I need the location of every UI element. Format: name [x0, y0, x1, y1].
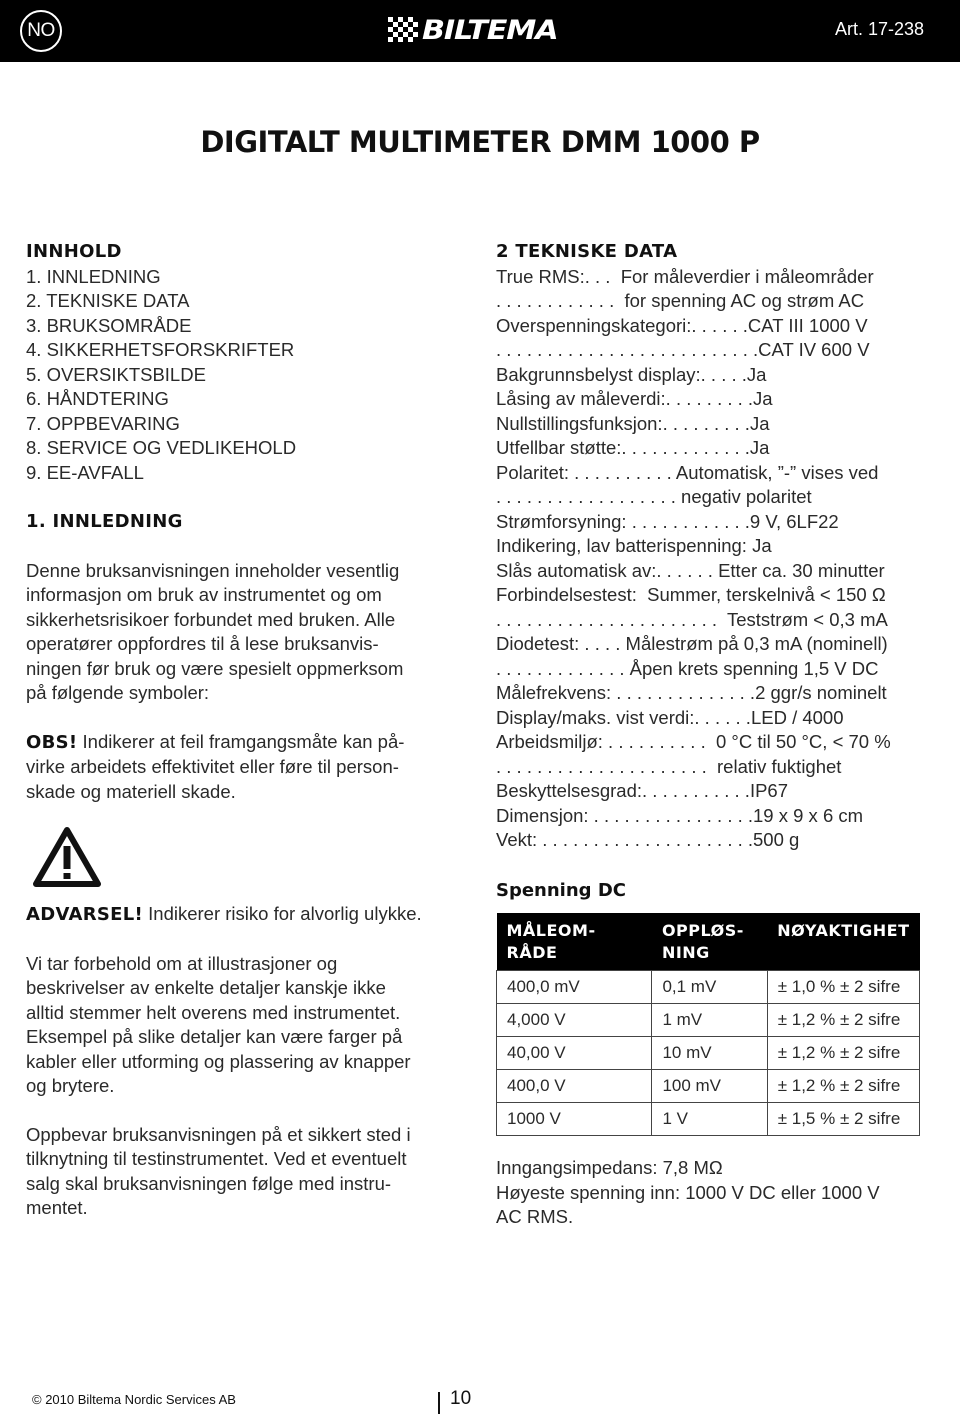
- reservation-line: alltid stemmer helt overens med instrumentet.: [26, 1001, 401, 1023]
- warning-paragraph: [26, 902, 466, 928]
- tech-heading: 2 TEKNISKE DATA: [496, 241, 678, 262]
- left-column: [26, 240, 466, 1221]
- spec-line: Overspenningskategori:. . . . . .CAT III 1000 V: [496, 314, 868, 336]
- contents-item: 7. OPPBEVARING: [26, 412, 180, 434]
- warning-label: ADVARSEL!: [26, 904, 144, 925]
- spec-line: Display/maks. vist verdi:. . . . . .LED / 4000: [496, 706, 844, 728]
- spec-line: Utfellbar støtte:. . . . . . . . . . . . .Ja: [496, 437, 770, 458]
- spec-line: Målefrekvens: . . . . . . . . . . . . . .2 ggr/s nominelt: [496, 682, 887, 703]
- header-bar: [0, 0, 960, 62]
- table-cell: 0,1 mV: [652, 971, 767, 1004]
- intro-paragraph: [26, 559, 466, 706]
- spec-line: . . . . . . . . . . . . for spenning AC og strøm AC: [496, 290, 865, 311]
- intro-line: informasjon om bruk av instrumentet og om: [26, 584, 382, 605]
- checkered-flag-icon: [388, 17, 418, 43]
- column-header-resolution: OPPLØS- NING: [652, 913, 767, 971]
- intro-line: på følgende symboler:: [26, 682, 210, 703]
- footer-divider: [438, 1392, 440, 1414]
- spec-line: Vekt: . . . . . . . . . . . . . . . . . . . . .500 g: [496, 829, 800, 850]
- storage-line: mentet.: [26, 1197, 88, 1218]
- spec-line: . . . . . . . . . . . . . . . . . . negativ polaritet: [496, 486, 812, 507]
- spec-line: Slås automatisk av:. . . . . . Etter ca. 30 minutter: [496, 559, 885, 581]
- table-cell: 100 mV: [652, 1070, 767, 1103]
- table-cell: ± 1,2 % ± 2 sifre: [767, 1004, 919, 1037]
- reservation-line: Eksempel på slike detaljer kan være farger på: [26, 1026, 403, 1047]
- tech-specs: [496, 265, 942, 853]
- obs-paragraph: [26, 730, 466, 805]
- contents-item: 5. OVERSIKTSBILDE: [26, 363, 206, 385]
- table-cell: 400,0 mV: [497, 971, 652, 1004]
- contents-heading: INNHOLD: [26, 241, 122, 262]
- reservation-line: kabler eller utforming og plassering av knapper: [26, 1050, 411, 1072]
- spec-line: Låsing av måleverdi:. . . . . . . . .Ja: [496, 388, 773, 409]
- table-cell: ± 1,5 % ± 2 sifre: [767, 1103, 919, 1136]
- reservation-line: Vi tar forbehold om at illustrasjoner og: [26, 952, 338, 974]
- spec-line: . . . . . . . . . . . . . . . . . . . . . . . . . .CAT IV 600 V: [496, 339, 870, 360]
- table-cell: ± 1,0 % ± 2 sifre: [767, 971, 919, 1004]
- obs-label: OBS!: [26, 731, 78, 753]
- article-number: Art. 17-238: [834, 19, 924, 39]
- table-cell: 4,000 V: [497, 1004, 652, 1037]
- contents-item: 9. EE-AVFALL: [26, 461, 144, 483]
- contents-item: 6. HÅNDTERING: [26, 388, 169, 409]
- spec-line: Forbindelsestest: Summer, terskelnivå < 150 Ω: [496, 584, 886, 605]
- intro-line: Denne bruksanvisningen inneholder vesentlig: [26, 559, 400, 581]
- reservation-paragraph: [26, 952, 466, 1099]
- copyright-text: © 2010 Biltema Nordic Services AB: [32, 1392, 236, 1407]
- contents-item: 4. SIKKERHETSFORSKRIFTER: [26, 339, 295, 360]
- table-cell: 1 V: [652, 1103, 767, 1136]
- obs-line: skade og materiell skade.: [26, 780, 236, 802]
- intro-line: sikkerhetsrisikoer forbundet med bruken. Alle: [26, 608, 396, 630]
- warning-triangle-icon: [32, 826, 102, 888]
- spec-line: . . . . . . . . . . . . . Åpen krets spenning 1,5 V DC: [496, 657, 879, 679]
- intro-line: operatører oppfordres til å lese bruksanvis-: [26, 633, 379, 654]
- table-row: [497, 1103, 920, 1136]
- dc-note-line: Høyeste spenning inn: 1000 V DC eller 1000 V: [496, 1181, 880, 1203]
- storage-line: Oppbevar bruksanvisningen på et sikkert sted i: [26, 1123, 411, 1145]
- brand-logo: [388, 14, 558, 46]
- spec-line: Indikering, lav batterispenning: Ja: [496, 535, 772, 556]
- intro-heading: 1. INNLEDNING: [26, 511, 183, 532]
- right-column: [496, 240, 942, 1230]
- intro-line: ningen før bruk og være spesielt oppmerksom: [26, 657, 404, 679]
- storage-paragraph: [26, 1123, 466, 1221]
- spec-line: . . . . . . . . . . . . . . . . . . . . . . Teststrøm < 0,3 mA: [496, 608, 888, 630]
- dc-note-line: Inngangsimpedans: 7,8 MΩ: [496, 1157, 723, 1178]
- contents-item: 3. BRUKSOMRÅDE: [26, 314, 192, 336]
- dc-notes: [496, 1156, 942, 1230]
- table-row: [497, 1004, 920, 1037]
- table-cell: 1 mV: [652, 1004, 767, 1037]
- reservation-line: og brytere.: [26, 1075, 115, 1096]
- contents-item: 1. INNLEDNING: [26, 265, 161, 287]
- spec-line: . . . . . . . . . . . . . . . . . . . . . relativ fuktighet: [496, 755, 842, 777]
- table-row: [497, 1037, 920, 1070]
- spec-line: Strømforsyning: . . . . . . . . . . . .9 V, 6LF22: [496, 510, 839, 532]
- spec-line: Nullstillingsfunksjon:. . . . . . . . .Ja: [496, 412, 770, 434]
- table-cell: 40,00 V: [497, 1037, 652, 1070]
- column-header-range: MÅLEOM- RÅDE: [497, 913, 652, 971]
- brand-name: BILTEMA: [422, 14, 558, 46]
- warning-text: Indikerer risiko for alvorlig ulykke.: [143, 903, 422, 924]
- spec-line: Beskyttelsesgrad:. . . . . . . . . . .IP67: [496, 780, 789, 801]
- language-badge: NO: [20, 10, 62, 52]
- reservation-line: beskrivelser av enkelte detaljer kanskje ikke: [26, 977, 386, 998]
- dc-voltage-table: [496, 913, 920, 1136]
- spec-line: Diodetest: . . . . Målestrøm på 0,3 mA (nominell): [496, 633, 888, 654]
- table-header-row: [497, 913, 920, 971]
- column-header-accuracy: NØYAKTIGHET: [767, 913, 919, 971]
- obs-line: Indikerer at feil framgangsmåte kan på-: [77, 730, 405, 752]
- spec-line: Bakgrunnsbelyst display:. . . . .Ja: [496, 363, 767, 385]
- spec-line: Polaritet: . . . . . . . . . . Automatisk, ”-” vises ved: [496, 461, 879, 483]
- table-cell: 10 mV: [652, 1037, 767, 1070]
- document-title: DIGITALT MULTIMETER DMM 1000 P: [200, 125, 760, 159]
- spec-line: Dimensjon: . . . . . . . . . . . . . . . .19 x 9 x 6 cm: [496, 804, 864, 826]
- contents-item: 8. SERVICE OG VEDLIKEHOLD: [26, 437, 297, 458]
- page-number: 10: [450, 1388, 472, 1409]
- dc-note-line: AC RMS.: [496, 1206, 574, 1227]
- table-cell: 1000 V: [497, 1103, 652, 1136]
- spec-line: True RMS:. . . For måleverdier i måleområder: [496, 265, 874, 287]
- table-row: [497, 971, 920, 1004]
- spec-line: Arbeidsmiljø: . . . . . . . . . . 0 °C til 50 °C, < 70 %: [496, 731, 891, 752]
- table-row: [497, 1070, 920, 1103]
- contents-list: [26, 265, 466, 486]
- obs-line: virke arbeidets effektivitet eller føre til person-: [26, 756, 399, 777]
- table-cell: ± 1,2 % ± 2 sifre: [767, 1037, 919, 1070]
- table-cell: ± 1,2 % ± 2 sifre: [767, 1070, 919, 1103]
- storage-line: salg skal bruksanvisningen følge med instru-: [26, 1172, 392, 1194]
- contents-item: 2. TEKNISKE DATA: [26, 290, 190, 311]
- storage-line: tilknytning til testinstrumentet. Ved et eventuelt: [26, 1148, 407, 1169]
- dc-heading: Spenning DC: [496, 879, 626, 901]
- footer: [0, 1388, 960, 1414]
- table-cell: 400,0 V: [497, 1070, 652, 1103]
